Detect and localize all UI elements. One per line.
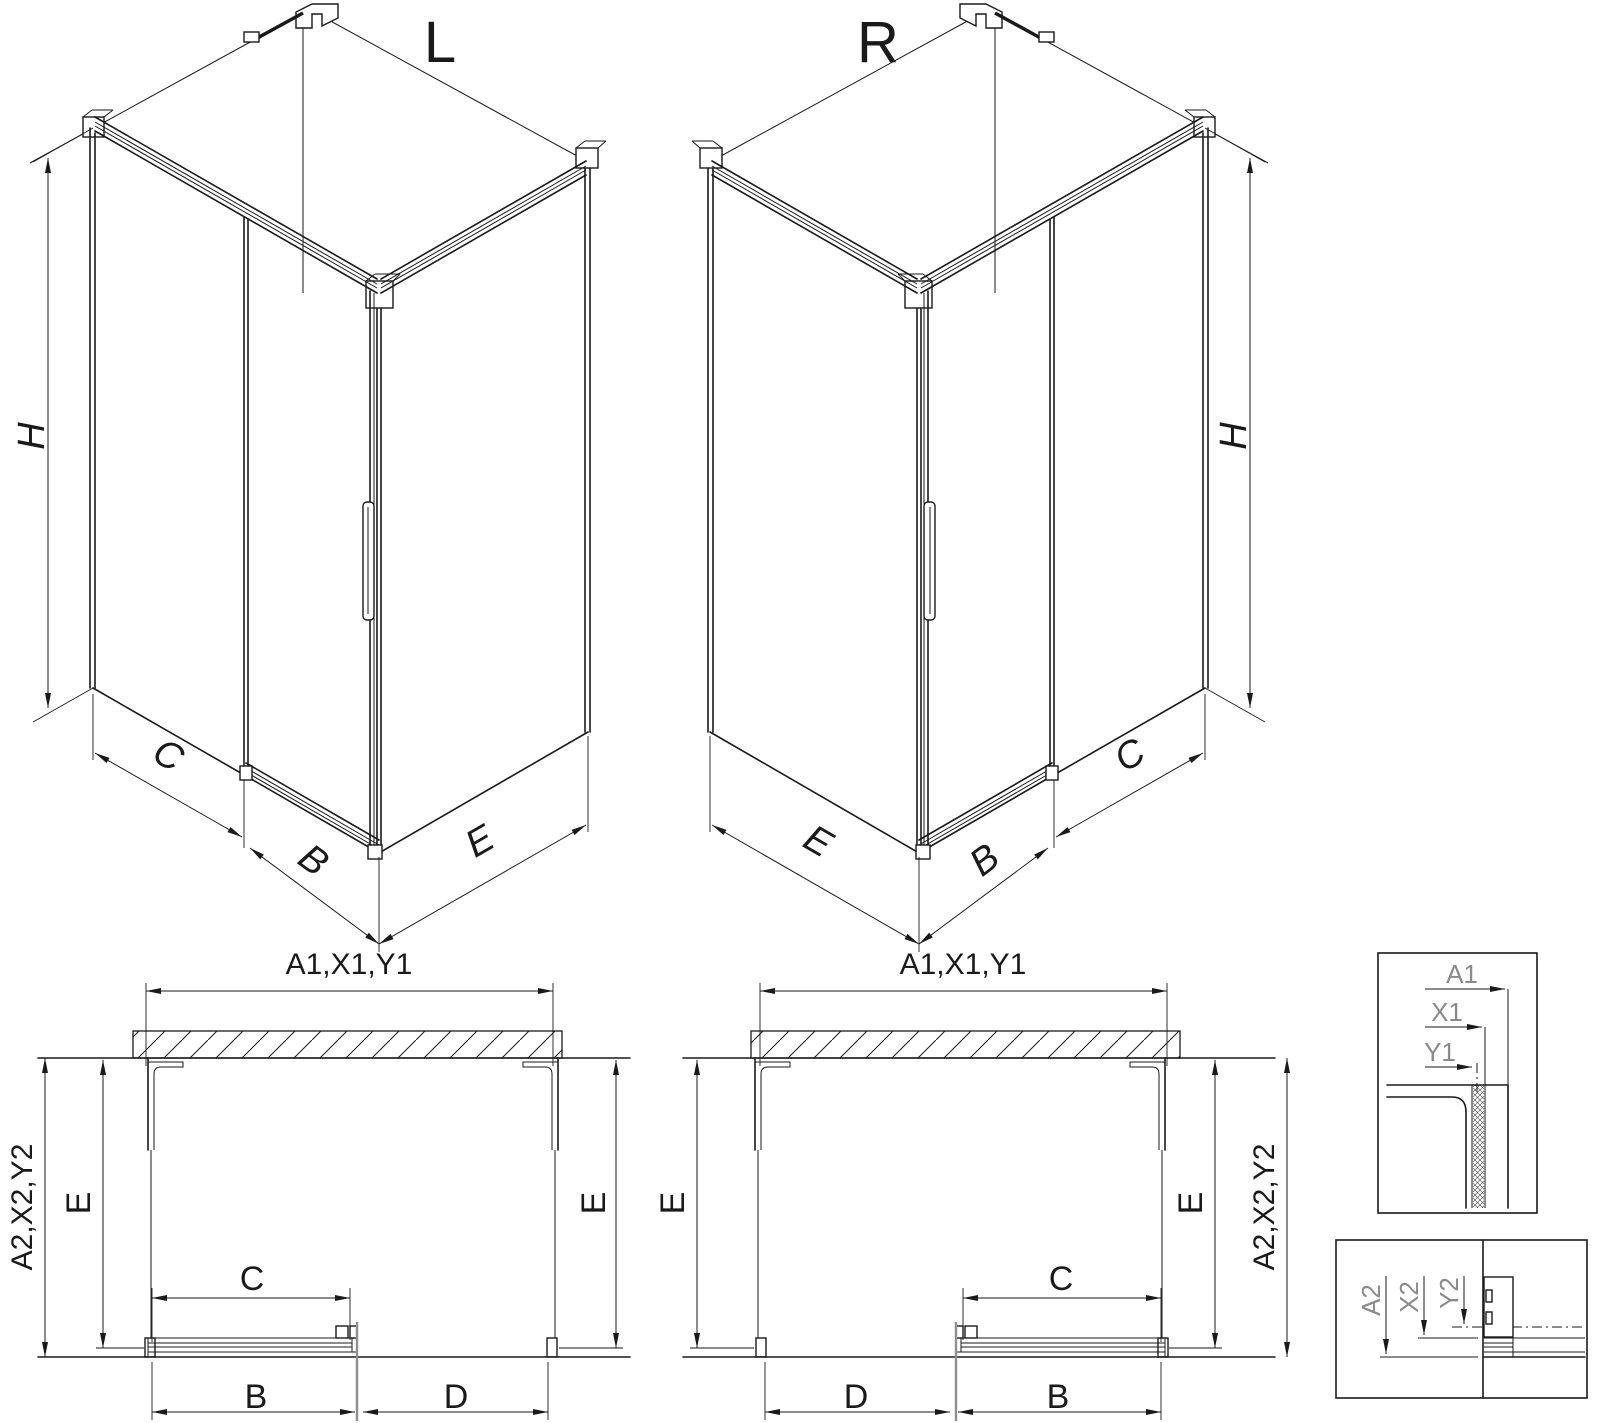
dim-b — [958, 1362, 1161, 1420]
dim-label-y1: Y1 — [1424, 1037, 1456, 1067]
right-wall-post — [576, 141, 606, 732]
door-roller-block — [965, 1326, 977, 1338]
top-rail-left — [712, 161, 917, 293]
right-bottom-bracket — [547, 1338, 557, 1357]
dim-label-e: E — [458, 817, 502, 867]
dim-c-right — [1054, 694, 1205, 848]
right-wall-post — [1185, 110, 1215, 688]
dim-label-y2: Y2 — [1434, 1277, 1464, 1309]
left-wall-post — [83, 110, 113, 688]
dim-label-c: C — [239, 1260, 265, 1298]
fixed-panel — [93, 217, 248, 777]
dim-b-right — [919, 836, 1048, 952]
dim-c-left — [93, 694, 244, 848]
top-rail-left — [95, 117, 377, 293]
dim-c — [963, 1260, 1161, 1342]
wall-profile-section — [1387, 1085, 1508, 1208]
dim-label-a1x1y1: A1,X1,Y1 — [285, 948, 413, 981]
wall-section — [133, 1031, 562, 1058]
dim-height-left — [11, 128, 93, 722]
dim-label-a1x1y1: A1,X1,Y1 — [899, 948, 1027, 981]
fixed-panel — [1050, 217, 1205, 777]
right-wall-profile — [1130, 1058, 1168, 1357]
dim-label-b: B — [1046, 1378, 1070, 1416]
dim-d — [363, 1362, 548, 1420]
iso-view-left — [11, 4, 606, 952]
dim-y1 — [1424, 1037, 1477, 1092]
dim-label-b: B — [962, 836, 1008, 885]
ceiling-support-bracket — [960, 4, 1054, 42]
iso-view-right — [692, 4, 1268, 952]
dim-label-c: C — [1107, 730, 1153, 781]
dim-a2-x2-y2 — [6, 1058, 45, 1357]
ceiling-support-bracket — [244, 4, 338, 42]
glass-section — [1473, 1085, 1484, 1208]
dim-label-h: H — [1213, 422, 1255, 450]
wall-edges — [30, 13, 588, 293]
plan-view-right — [654, 948, 1287, 1421]
dim-e-left — [654, 1060, 754, 1348]
dim-b — [152, 1362, 355, 1420]
door-handle — [363, 502, 374, 620]
dim-e-right — [559, 1060, 623, 1348]
right-wall-profile — [523, 1058, 558, 1357]
top-rail-right — [921, 117, 1203, 293]
dim-label-a2x2y2: A2,X2,Y2 — [1248, 1143, 1281, 1271]
dim-label-e: E — [796, 817, 840, 867]
dim-label-x1: X1 — [1431, 997, 1463, 1027]
door-track-assembly — [38, 1322, 630, 1421]
dim-label-a2x2y2: A2,X2,Y2 — [6, 1143, 39, 1271]
variant-r-title: R — [857, 10, 899, 75]
dim-label-e-right: E — [1172, 1191, 1210, 1215]
dim-label-b: B — [244, 1378, 268, 1416]
dim-label-b: B — [290, 836, 336, 885]
dim-label-d: D — [843, 1378, 869, 1416]
detail-box — [1336, 1240, 1587, 1398]
dim-label-d: D — [443, 1378, 469, 1416]
plan-view-left — [6, 948, 630, 1421]
dim-label-c: C — [145, 730, 191, 781]
detail-box — [1378, 953, 1537, 1213]
left-bottom-bracket — [756, 1338, 766, 1357]
dim-e-right — [1169, 1060, 1222, 1348]
door-handle — [924, 502, 935, 620]
dim-label-x2: X2 — [1394, 1281, 1424, 1313]
top-rail-right — [381, 161, 586, 293]
dim-label-e-right: E — [575, 1191, 613, 1215]
dim-label-a1: A1 — [1446, 959, 1478, 989]
left-wall-post — [692, 141, 722, 732]
wall-section — [751, 1031, 1180, 1058]
dim-label-e-left: E — [60, 1191, 98, 1215]
wall-edges — [710, 13, 1268, 293]
dim-height-right — [1205, 128, 1265, 722]
variant-l-title: L — [423, 10, 457, 75]
detail-width-reference — [1378, 953, 1537, 1213]
dim-label-a2: A2 — [1356, 1284, 1386, 1316]
dim-c — [152, 1260, 350, 1342]
dim-label-h: H — [11, 422, 53, 450]
dim-e-left — [60, 1060, 144, 1348]
dim-a2-x2-y2 — [1248, 1058, 1287, 1357]
dim-d — [765, 1362, 950, 1420]
door-roller-block — [336, 1326, 348, 1338]
dim-label-e-left: E — [654, 1191, 692, 1215]
left-wall-profile — [145, 1058, 183, 1357]
left-wall-profile — [755, 1058, 790, 1357]
detail-depth-reference — [1336, 1240, 1587, 1398]
door-track-assembly — [683, 1322, 1275, 1421]
dim-label-c: C — [1048, 1260, 1074, 1298]
dim-b-left — [250, 836, 379, 952]
track-section — [1484, 1277, 1585, 1357]
dim-e-left — [379, 736, 588, 944]
dim-e-right — [710, 736, 919, 944]
